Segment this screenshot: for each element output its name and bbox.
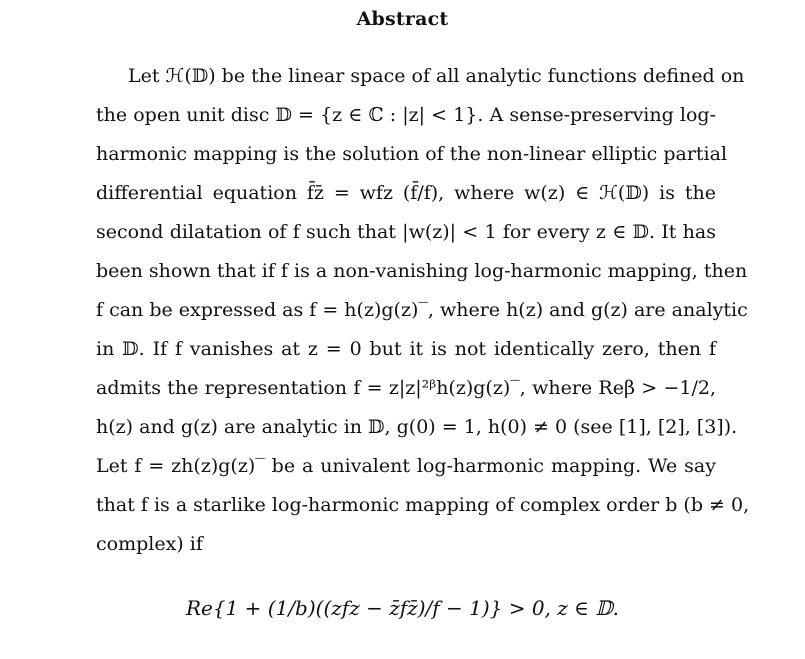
abstract-line-5: second dilatation of f such that |w(z)| < 1 for every z ∈ 𝔻. It has [96,221,716,243]
abstract-line-13: complex) if [96,533,203,555]
abstract-line-9: admits the representation f = z|z|²ᵝh(z)g(z)‾, where Reβ > −1/2, [96,377,716,399]
abstract-line-6: been shown that if f is a non-vanishing log-harmonic mapping, then [96,260,748,282]
abstract-line-1: Let ℋ(𝔻) be the linear space of all analytic functions defined on [128,65,745,87]
abstract-line-10: h(z) and g(z) are analytic in 𝔻, g(0) = 1, h(0) ≠ 0 (see [1], [2], [3]). [96,416,738,438]
abstract-line-12: that f is a starlike log-harmonic mapping of complex order b (b ≠ 0, [96,494,750,516]
starlike-condition-formula: Re{1 + (1/b)((zfz − z̄fz̄)/f − 1)} > 0, z ∈ 𝔻. [185,596,620,620]
abstract-line-11: Let f = zh(z)g(z)‾ be a univalent log-harmonic mapping. We say [96,455,716,477]
abstract-line-4: differential equation f̄z̄ = wfz (f̄/f), where w(z) ∈ ℋ(𝔻) is the [96,182,716,204]
abstract-line-2: the open unit disc 𝔻 = {z ∈ ℂ : |z| < 1}. A sense-preserving log- [96,104,716,126]
abstract-line-7: f can be expressed as f = h(z)g(z)‾, where h(z) and g(z) are analytic [96,299,748,321]
abstract-title: Abstract [356,8,449,30]
abstract-line-3: harmonic mapping is the solution of the non-linear elliptic partial [96,143,728,165]
abstract-line-8: in 𝔻. If f vanishes at z = 0 but it is not identically zero, then f [96,338,716,360]
